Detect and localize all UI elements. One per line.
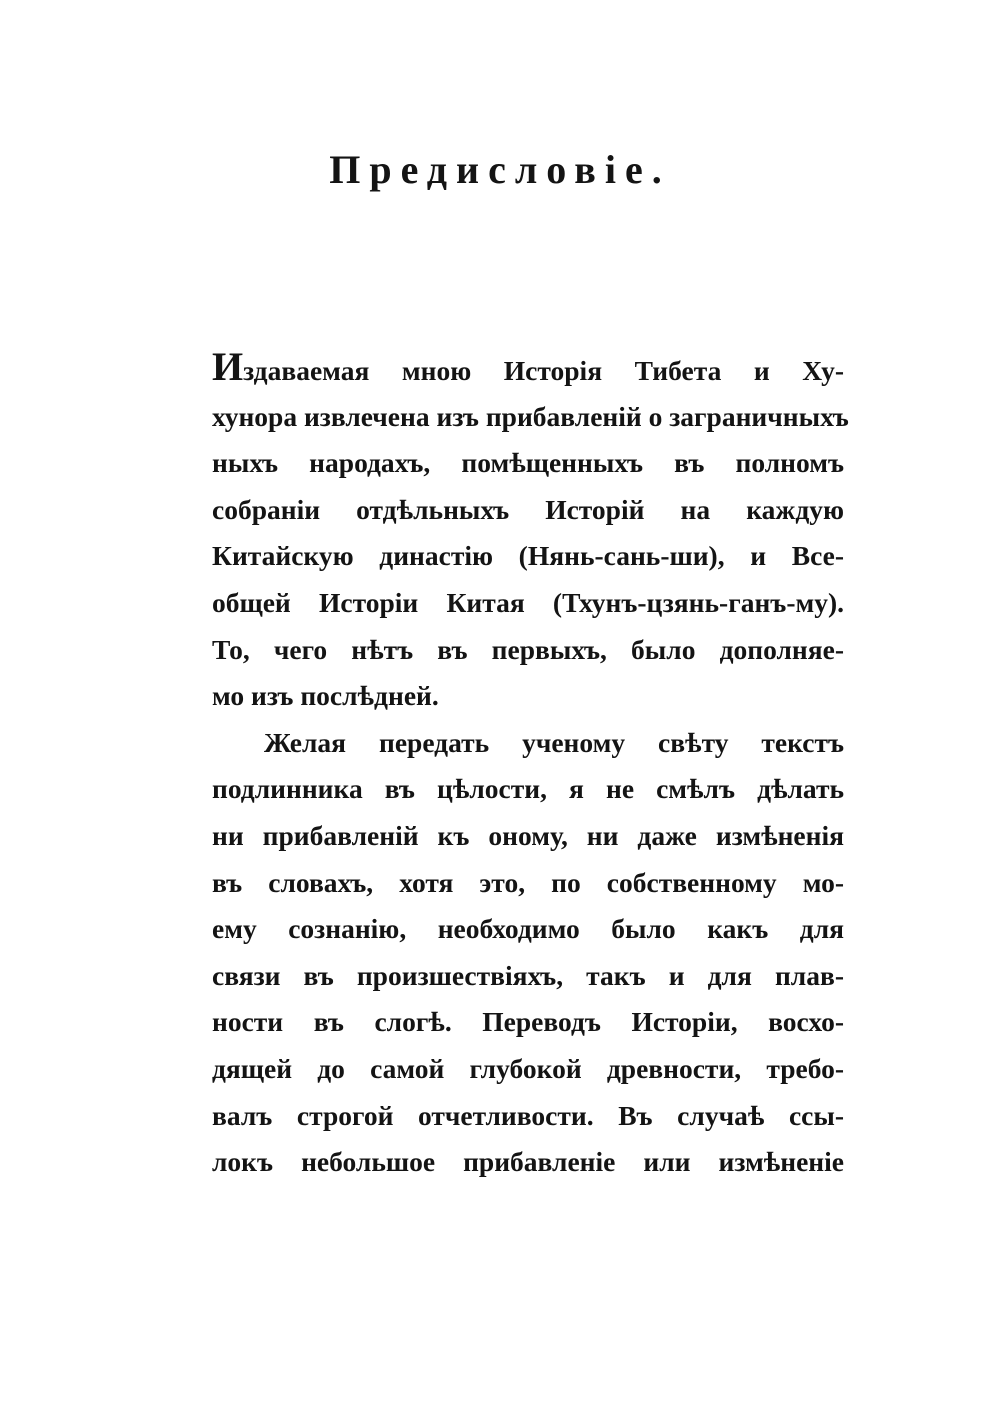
text-line: подлинника въ цѣлости, я не смѣлъ дѣлать <box>212 773 844 805</box>
text-line: связи въ произшествіяхъ, такъ и для плав- <box>212 959 844 991</box>
text-line: дящей до самой глубокой древности, требо- <box>212 1052 844 1084</box>
text-line: ему сознанію, необходимо было какъ для <box>212 913 844 945</box>
drop-cap: И <box>212 344 244 389</box>
text-line: собраніи отдѣльныхъ Исторій на каждую <box>212 493 844 525</box>
text-line: хунора извлечена изъ прибавленій о заграничныхъ <box>212 400 849 432</box>
text-line: Китайскую династію (Нянь-сань-ши), и Все- <box>212 540 844 572</box>
text-line: локъ небольшое прибавленіе или измѣненіе <box>212 1146 844 1178</box>
text-line: ности въ слогѣ. Переводъ Исторіи, восхо- <box>212 1006 844 1038</box>
paragraph-2 <box>212 720 844 1186</box>
text-line: въ словахъ, хотя это, по собственному мо- <box>212 866 844 898</box>
text-line: мо изъ послѣдней. <box>212 680 439 712</box>
text-line: ныхъ народахъ, помѣщенныхъ въ полномъ <box>212 447 844 479</box>
first-line-text: здаваемая мною Исторія Тибета и Ху- <box>243 355 844 386</box>
text-line: Желая передать ученому свѣту текстъ <box>264 726 844 758</box>
page-title: Предисловіе. <box>329 147 671 192</box>
paragraph-1 <box>212 344 849 720</box>
text-line: ни прибавленій къ оному, ни даже измѣненія <box>212 819 844 851</box>
text-line: То, чего нѣтъ въ первыхъ, было дополняе- <box>212 633 844 665</box>
text-line <box>212 344 844 394</box>
text-line: валъ строгой отчетливости. Въ случаѣ ссы- <box>212 1099 844 1131</box>
body-text <box>212 344 849 1186</box>
text-line: общей Исторіи Китая (Тхунъ-цзянь-ганъ-му). <box>212 586 844 618</box>
